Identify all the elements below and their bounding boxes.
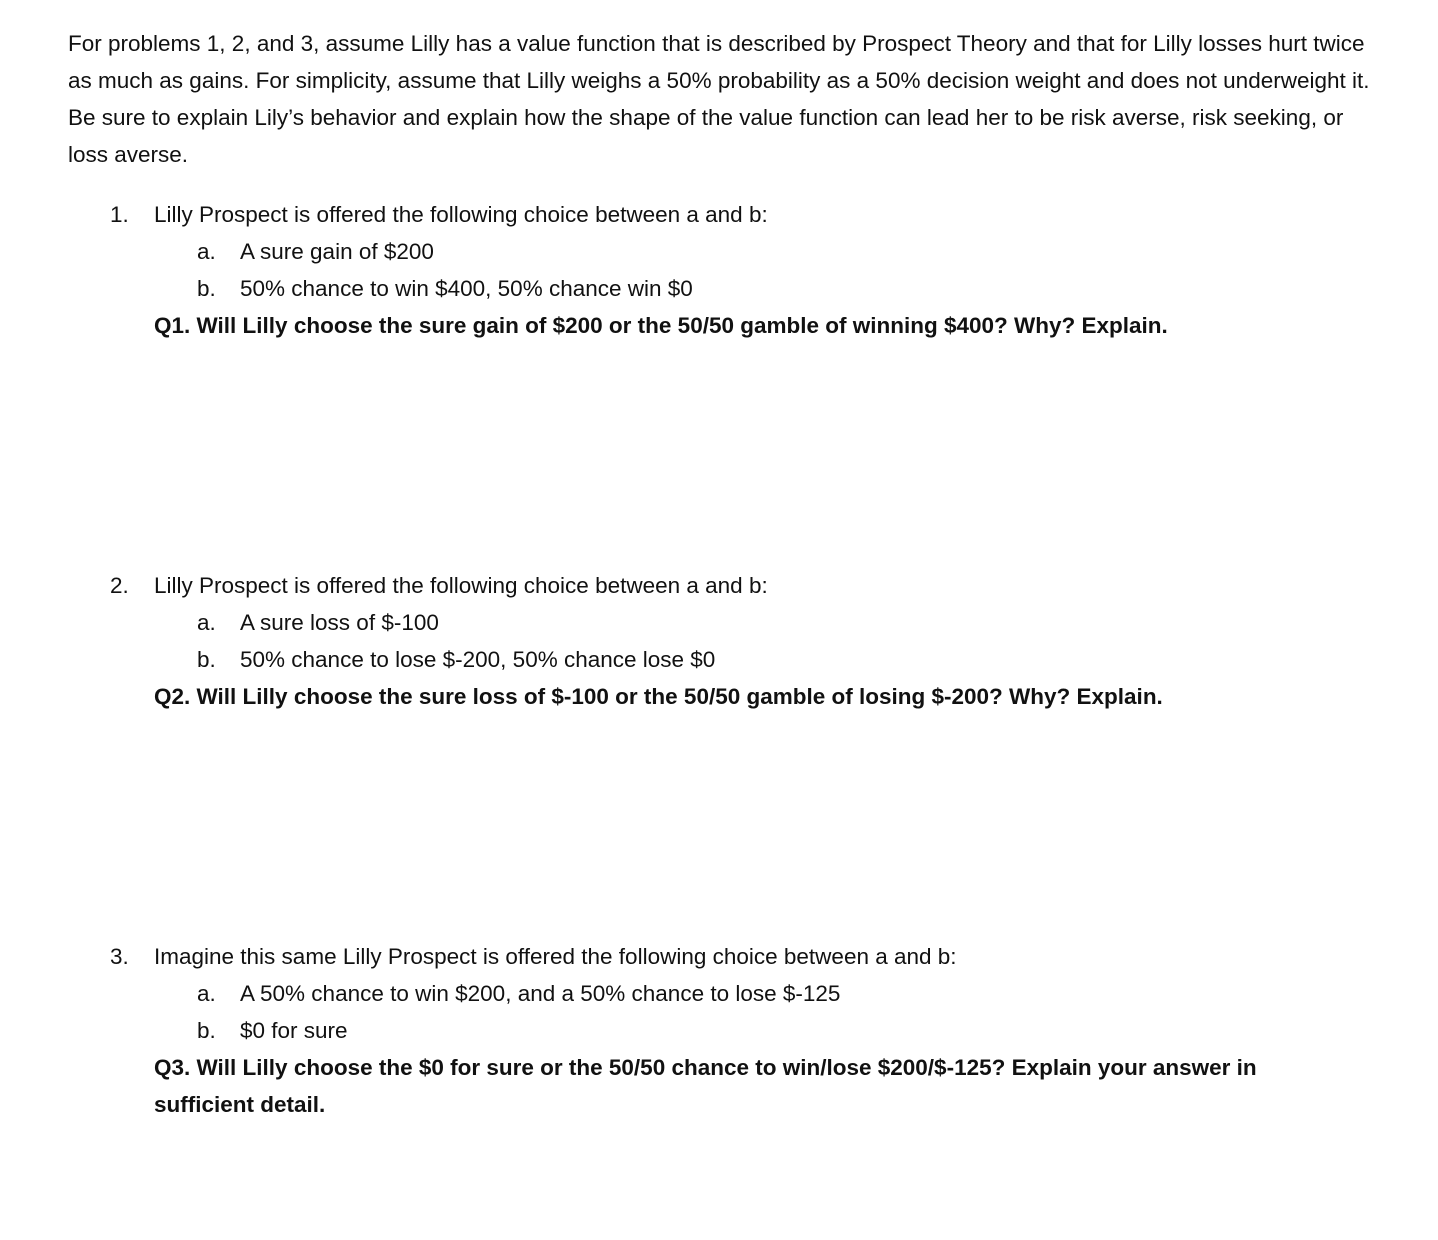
option-letter: b. (197, 647, 216, 672)
problem-1-number: 1. (110, 202, 129, 227)
problem-1-option-b (197, 270, 693, 307)
problem-3-number: 3. (110, 944, 129, 969)
problem-1-text: Lilly Prospect is offered the following choice between a and b: (154, 202, 768, 227)
option-text: A sure gain of $200 (240, 239, 434, 264)
option-text: 50% chance to win $400, 50% chance win $0 (240, 276, 693, 301)
problem-2-statement (110, 567, 768, 604)
option-text: A sure loss of $-100 (240, 610, 439, 635)
option-letter: b. (197, 1018, 216, 1043)
option-text: 50% chance to lose $-200, 50% chance lose $0 (240, 647, 716, 672)
problem-2-option-a (197, 604, 439, 641)
problem-3-statement (110, 938, 957, 975)
problem-2-text: Lilly Prospect is offered the following choice between a and b: (154, 573, 768, 598)
question-1: Q1. Will Lilly choose the sure gain of $200 or the 50/50 gamble of winning $400? Why? Explain. (154, 313, 1168, 338)
problem-3-option-b (197, 1012, 348, 1049)
intro-paragraph: For problems 1, 2, and 3, assume Lilly has a value function that is described by Prospect Theory and that for Lilly losses hurt twice as much as gains. For simplicity, assume that Lilly weighs a 50% probability as a 50% decision weight and does not underweight it. Be sure to explain Lily’s behavior and explain how the shape of the value function can lead her to be risk averse, risk seeking, or loss averse. (68, 31, 1370, 167)
question-3: Q3. Will Lilly choose the $0 for sure or the 50/50 chance to win/lose $200/$-125? Explain your answer in sufficient detail. (154, 1055, 1257, 1117)
option-letter: a. (197, 239, 216, 264)
option-text: $0 for sure (240, 1018, 348, 1043)
problem-2-number: 2. (110, 573, 129, 598)
question-2: Q2. Will Lilly choose the sure loss of $-100 or the 50/50 gamble of losing $-200? Why? Explain. (154, 684, 1163, 709)
problem-3-option-a (197, 975, 840, 1012)
option-letter: b. (197, 276, 216, 301)
option-letter: a. (197, 610, 216, 635)
problem-1-option-a (197, 233, 434, 270)
option-text: A 50% chance to win $200, and a 50% chance to lose $-125 (240, 981, 841, 1006)
problem-1-statement (110, 196, 768, 233)
problem-3-text: Imagine this same Lilly Prospect is offered the following choice between a and b: (154, 944, 957, 969)
option-letter: a. (197, 981, 216, 1006)
problem-2-option-b (197, 641, 715, 678)
